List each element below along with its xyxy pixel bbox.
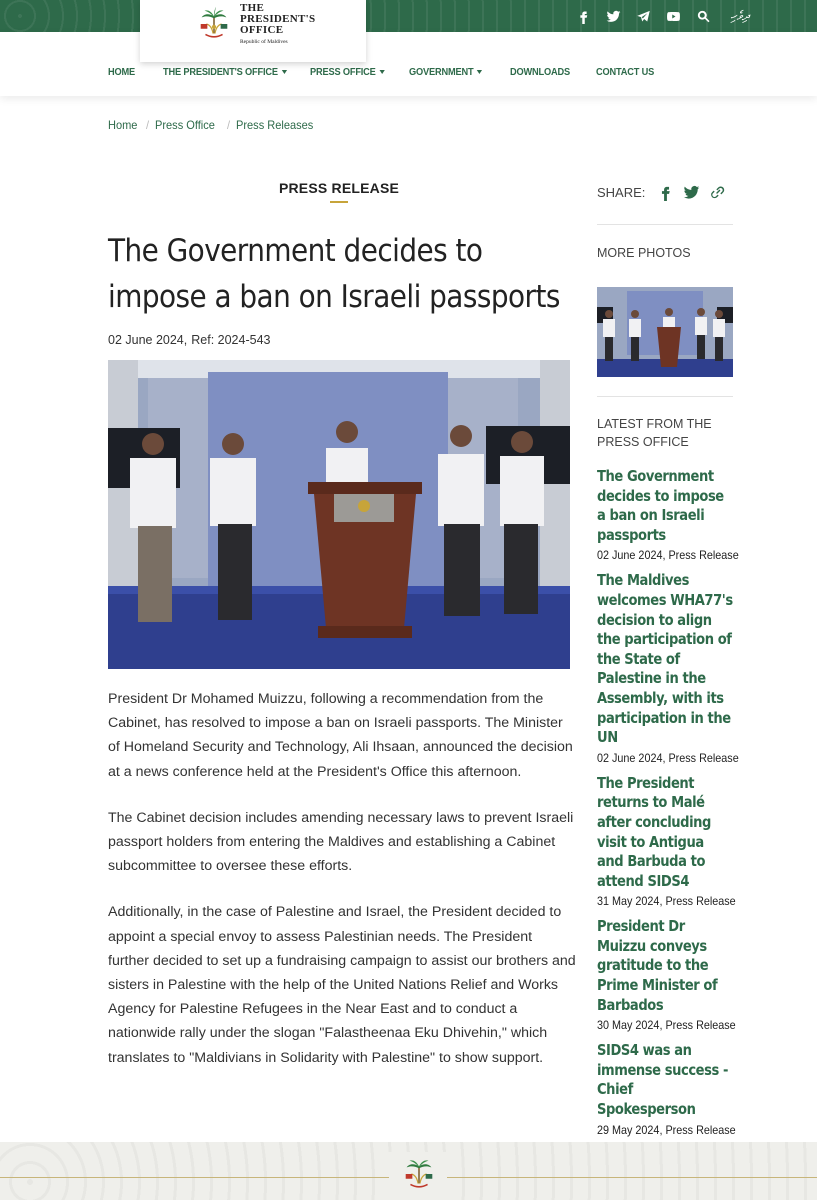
youtube-icon[interactable] — [666, 9, 681, 24]
news-title-link[interactable]: The President returns to Malé after concluding visit to Antigua and Barbuda to attend SIDS4 — [597, 773, 711, 890]
news-type: Press Release — [668, 750, 739, 765]
twitter-icon[interactable] — [683, 184, 709, 201]
logo-line: PRESIDENT'S — [240, 13, 316, 25]
article-paragraph: Additionally, in the case of Palestine and Israel, the President decided to appoint a special envoy to assess Palestinian needs. The President further decided to set up a fundraising campaign to assist our brothers and sisters in Palestine with the help of the United Nations Relief and Works Agency for Palestine Refugees in the Near East and to conduct a nationwide rally under the slogan "Falastheenaa Eku Dhivehin," which translates to "Maldivians in Solidarity with Palestine" to show support. — [108, 904, 576, 1066]
list-item[interactable] — [597, 571, 737, 764]
kicker-underline — [330, 201, 348, 203]
article-date-ref: 02 June 2024, Ref: 2024-543 — [108, 333, 271, 347]
breadcrumb-press-office[interactable]: Press Office — [155, 118, 216, 132]
chevron-down-icon — [281, 70, 286, 74]
share-label: SHARE: — [597, 185, 646, 200]
news-date: 02 June 2024 — [597, 548, 663, 563]
news-title-link[interactable]: SIDS4 was an immense success - Chief Spokesperson — [597, 1041, 728, 1119]
nav-item-government[interactable]: GOVERNMENT — [409, 66, 498, 78]
news-type: Press Release — [665, 1122, 736, 1137]
article-date: 02 June 2024 — [108, 333, 184, 347]
breadcrumb-press-releases[interactable]: Press Releases — [235, 118, 314, 132]
news-type: Press Release — [665, 1018, 736, 1033]
list-item[interactable] — [597, 467, 737, 562]
breadcrumb-separator: / — [226, 118, 230, 132]
news-meta: 31 May 2024, Press Release — [597, 894, 736, 909]
twitter-icon[interactable] — [606, 9, 621, 24]
news-date: 29 May 2024 — [597, 1122, 660, 1137]
latest-heading: LATEST FROM THE PRESS OFFICE — [597, 417, 712, 449]
chevron-down-icon — [477, 70, 482, 74]
logo-wordmark — [240, 3, 315, 48]
language-link[interactable]: ދިވެހި — [730, 8, 749, 24]
share-bar — [597, 184, 735, 201]
news-date: 30 May 2024 — [597, 1018, 660, 1033]
news-type: Press Release — [668, 548, 739, 563]
breadcrumb — [108, 118, 320, 132]
search-icon[interactable] — [696, 9, 711, 24]
news-date: 02 June 2024 — [597, 750, 663, 765]
article-photo[interactable] — [108, 360, 570, 669]
footer — [0, 1142, 817, 1200]
breadcrumb-separator: / — [146, 118, 150, 132]
article-ref: Ref: 2024-543 — [191, 333, 271, 347]
breadcrumb-home[interactable]: Home — [108, 118, 138, 132]
state-emblem-icon — [400, 1154, 438, 1194]
facebook-icon[interactable] — [576, 9, 591, 24]
site-logo[interactable] — [140, 0, 366, 62]
telegram-icon[interactable] — [636, 9, 651, 24]
nav-item-downloads[interactable]: DOWNLOADS — [510, 66, 571, 78]
news-meta: 02 June 2024, Press Release — [597, 750, 739, 765]
nav-item-presidents-office[interactable]: THE PRESIDENT'S OFFICE — [163, 66, 292, 78]
news-meta: 29 May 2024, Press Release — [597, 1122, 736, 1137]
nav-item-press-office[interactable]: PRESS OFFICE — [310, 66, 397, 78]
latest-news-list — [597, 467, 737, 1146]
article-kicker: PRESS RELEASE — [278, 180, 400, 196]
link-icon[interactable] — [709, 184, 735, 201]
article-paragraph: President Dr Mohamed Muizzu, following a recommendation from the Cabinet, has resolved to impose a ban on Israeli passports. The Minister of Homeland Security and Technology, Ali Ihsaan, announced the decision at a news conference held at the President's Office this afternoon. — [108, 691, 573, 780]
logo-line: THE — [240, 2, 265, 14]
list-item[interactable] — [597, 917, 737, 1032]
news-type: Press Release — [665, 894, 736, 909]
social-icons — [576, 0, 749, 32]
state-emblem-icon — [195, 5, 233, 43]
logo-line: OFFICE — [240, 24, 284, 36]
news-title-link[interactable]: The Government decides to impose a ban on Israeli passports — [597, 467, 724, 544]
more-photos-heading: MORE PHOTOS — [597, 246, 691, 260]
list-item[interactable] — [597, 1041, 737, 1136]
chevron-down-icon — [379, 70, 384, 74]
sidebar-divider — [597, 396, 733, 397]
news-date: 31 May 2024 — [597, 894, 660, 909]
news-title-link[interactable]: The Maldives welcomes WHA77's decision to align the participation of the State of Palestine in the Assembly, with its participation in the UN — [597, 571, 733, 747]
more-photos-thumbnail[interactable] — [597, 287, 733, 377]
facebook-icon[interactable] — [657, 184, 683, 201]
list-item[interactable] — [597, 774, 737, 909]
top-bar — [0, 0, 817, 32]
nav-item-contact-us[interactable]: CONTACT US — [596, 66, 655, 78]
logo-subline: Republic of Maldives — [240, 39, 288, 45]
main-nav — [0, 32, 817, 96]
page-title: The Government decides to impose a ban on Israeli passports — [108, 233, 560, 315]
article-paragraph: The Cabinet decision includes amending necessary laws to prevent Israeli passport holders from entering the Maldives and establishing a Cabinet subcommittee to oversee these efforts. — [108, 809, 574, 875]
nav-item-home[interactable]: HOME — [108, 66, 136, 78]
sidebar-divider — [597, 224, 733, 225]
article-body — [108, 687, 576, 1092]
news-meta: 02 June 2024, Press Release — [597, 548, 739, 563]
news-title-link[interactable]: President Dr Muizzu conveys gratitude to the Prime Minister of Barbados — [597, 917, 718, 1014]
news-meta: 30 May 2024, Press Release — [597, 1018, 736, 1033]
